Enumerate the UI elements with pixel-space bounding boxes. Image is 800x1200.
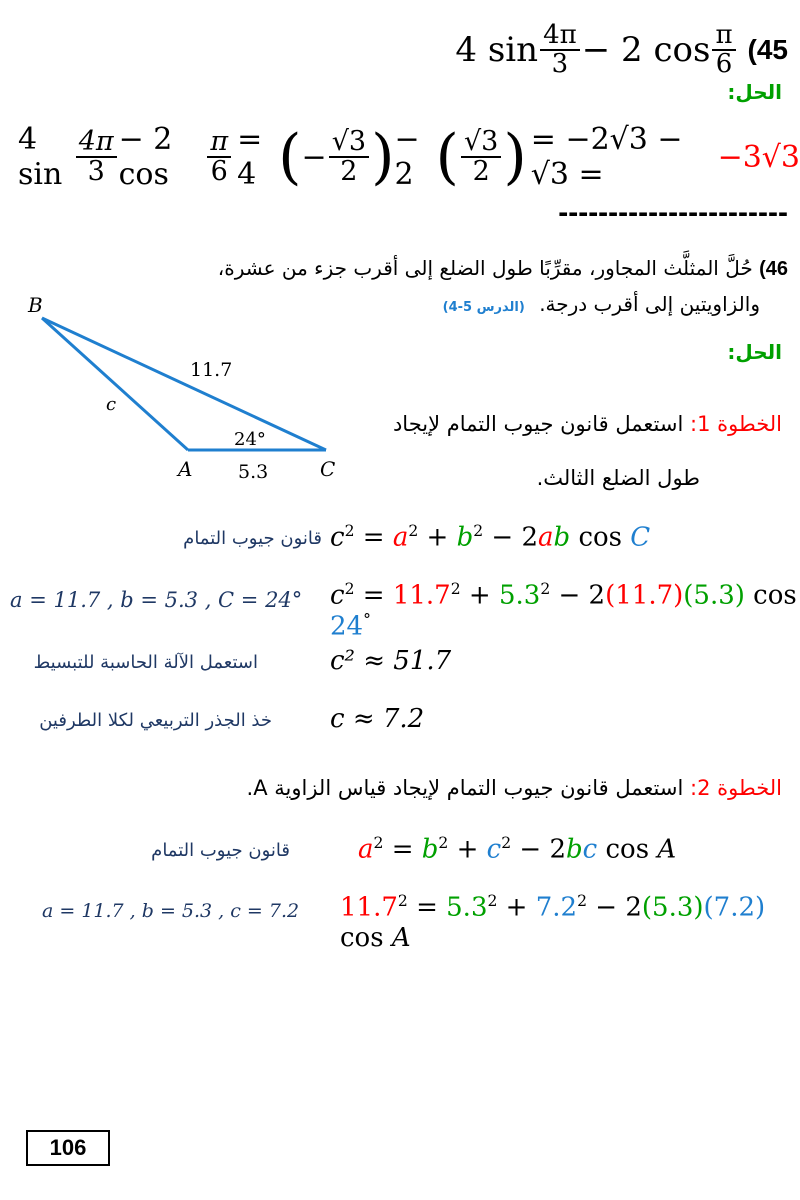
paren-open: ( [435, 122, 459, 192]
problem-45-header [455, 22, 788, 79]
step1-note-2: a = 11.7 , b = 5.3 , C = 24° [10, 588, 303, 612]
step2-note-1: قانون جيوب التمام [151, 840, 290, 861]
page-number: 106 [26, 1130, 110, 1166]
lesson-reference: (الدرس 5-4) [442, 300, 525, 315]
eq-fraction: $\frac{\pi}{6}$ [207, 128, 231, 187]
problem-46-text [28, 256, 788, 281]
eq-term: − [301, 139, 327, 175]
eq-term: = 4 [237, 122, 263, 192]
side-bc-line [42, 318, 326, 450]
problem-46-line1: حُلَّ المثلَّث المجاور، مقرِّبًا طول الضلع إلى أقرب جزء من عشرة، [217, 256, 753, 280]
solution-label-45: الحل: [727, 80, 782, 104]
solution-label-46: الحل: [727, 340, 782, 364]
step1-line2: طول الضلع الثالث. [536, 466, 700, 490]
law-of-cosines-a: $a^2 = b^2 + c^2 - 2bc$ cos A [358, 834, 677, 865]
divider-line: ----------------------- [558, 196, 788, 229]
problem-45-fraction-2: $\frac{\pi}{6}$ [712, 22, 735, 79]
answer-45: −3√3 [717, 139, 800, 175]
problem-46-line2-wrap [443, 292, 760, 316]
problem-45-number: (45 [747, 34, 788, 66]
step1-eq-3: c² ≈ 51.7 [330, 646, 452, 676]
vertex-C-label: C [320, 457, 336, 481]
step2-line [247, 776, 782, 800]
vertex-A-label: A [178, 457, 193, 481]
problem-45-expr-mid: − 2 cos [581, 30, 711, 71]
step2-label: الخطوة 2: [690, 776, 782, 800]
eq-term: − 2 [394, 122, 420, 192]
paren-open: ( [278, 122, 302, 192]
eq-term: 4 sin [18, 122, 63, 192]
problem-46-number: 46) [759, 258, 788, 280]
step1-note-3: استعمل الآلة الحاسبة للتبسيط [33, 652, 258, 673]
triangle-figure [20, 280, 360, 490]
paren-close: ) [371, 122, 395, 192]
side-c-line [42, 318, 188, 450]
step1-line1 [393, 412, 782, 436]
substitution-a: $11.7^2 = 5.3^2 + 7.2^2 - 2(5.3)(7.2)$ cos A [340, 892, 766, 953]
problem-45-expr-left: 4 sin [455, 30, 539, 71]
side-ac-label: 5.3 [238, 461, 269, 483]
eq-fraction: $\frac{√3}{2}$ [329, 128, 369, 187]
step1-text: استعمل قانون جيوب التمام لإيجاد [392, 412, 684, 436]
side-c-label: c [106, 394, 117, 415]
eq-term: − 2 cos [118, 122, 173, 192]
eq-fraction: $\frac{4\pi}{3}$ [76, 128, 117, 187]
problem-45-equation [18, 122, 800, 192]
step1-label: الخطوة 1: [690, 412, 782, 436]
step2-note-2: a = 11.7 , b = 5.3 , c = 7.2 [42, 900, 300, 922]
step1-eq-4: c ≈ 7.2 [330, 704, 425, 734]
substitution-c: $c^2 = 11.7^2 + 5.3^2 - 2(11.7)(5.3)$ cos 24° [330, 580, 797, 642]
law-of-cosines-c: $c^2 = a^2 + b^2 - 2ab$ cos C [330, 522, 651, 553]
vertex-B-label: B [28, 293, 43, 317]
step1-note-4: خذ الجذر التربيعي لكلا الطرفين [39, 710, 272, 731]
problem-46-line2: والزاويتين إلى أقرب درجة. [539, 292, 760, 316]
problem-45-fraction-1: $\frac{4\pi}{3}$ [540, 22, 580, 79]
step2-text: استعمل قانون جيوب التمام لإيجاد قياس الزاوية A. [246, 776, 684, 800]
eq-term: = −2√3 − √3 = [530, 122, 683, 192]
angle-c-label: 24° [234, 429, 266, 450]
step1-note-1: قانون جيوب التمام [183, 528, 322, 549]
paren-close: ) [503, 122, 527, 192]
eq-fraction: $\frac{√3}{2}$ [461, 128, 501, 187]
side-bc-label: 11.7 [190, 359, 233, 381]
